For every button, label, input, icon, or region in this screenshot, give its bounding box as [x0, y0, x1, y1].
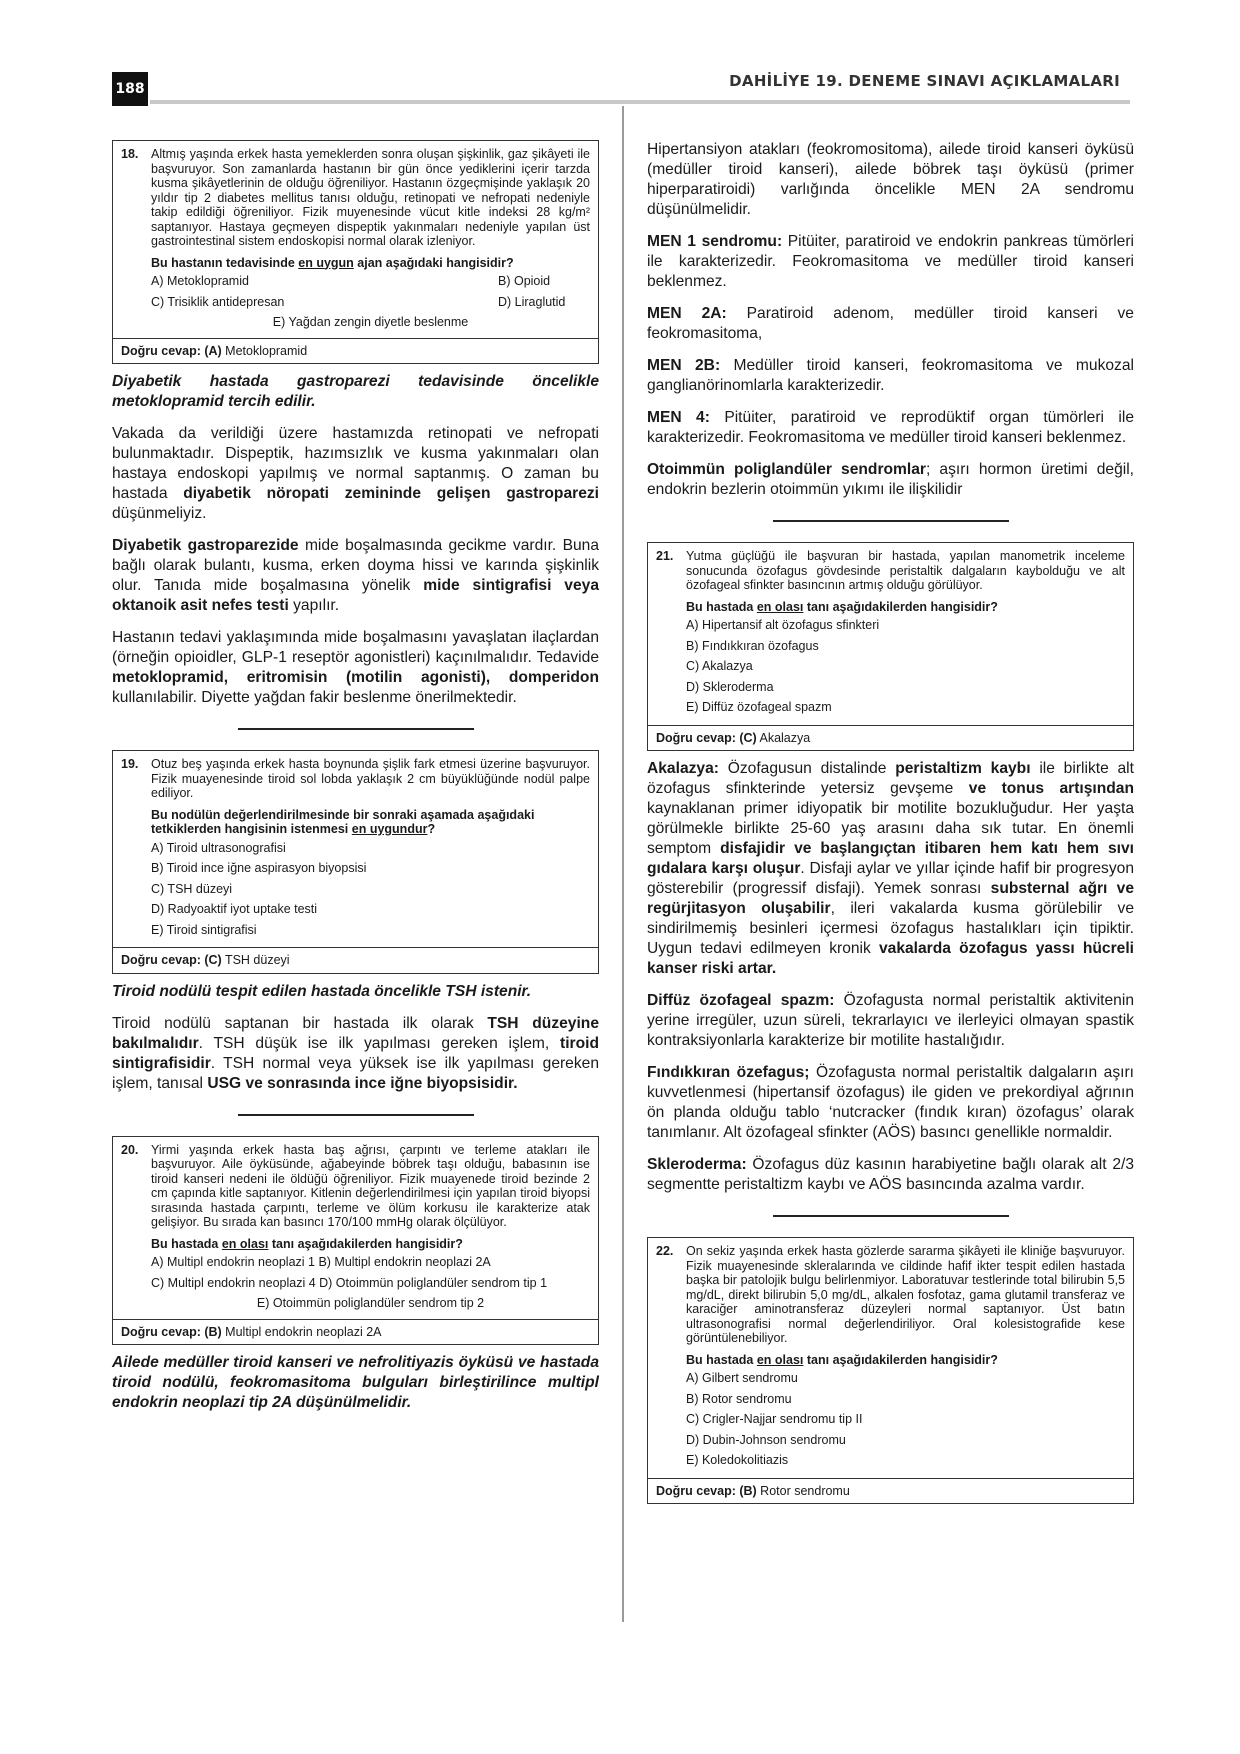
option-a-b: A) Multipl endokrin neoplazi 1 B) Multipl endokrin neoplazi 2A — [151, 1255, 491, 1269]
correct-answer: Doğru cevap: (A) Metoklopramid — [113, 338, 598, 364]
explanation-paragraph: Hipertansiyon atakları (feokromositoma), ailede tiroid kanseri öyküsü (medüller tiroid kanseri), ailede böbrek taşı öyküsü (primer hiperparatiroidi) varlığında öncelikle MEN 2A sendromu düşünülmelidir. — [647, 141, 1134, 218]
option-e: E) Tiroid sintigrafisi — [151, 922, 257, 937]
option-b: B) Opioid — [498, 274, 551, 288]
correct-answer: Doğru cevap: (B) Multipl endokrin neoplazi 2A — [113, 1319, 598, 1345]
question-prompt: Bu hastada en olası tanı aşağıdakilerden hangisidir? — [686, 1352, 998, 1367]
correct-answer: Doğru cevap: (B) Rotor sendromu — [648, 1478, 1133, 1504]
explanation-paragraph: Diyabetik gastroparezide mide boşalmasında gecikme vardır. Buna bağlı olarak bulantı, kusma, erken doyma hissi ve karında şişkinlik olur. Tanıda mide boşalmasına yönelik mide sintigrafisi veya oktanoik asit nefes testi yapılır. — [112, 537, 600, 614]
header-rule — [150, 100, 1130, 104]
section-separator — [773, 1215, 1009, 1217]
question-number: 21. — [656, 549, 674, 563]
column-divider — [622, 106, 624, 1622]
page-title: DAHİLİYE 19. DENEME SINAVI AÇIKLAMALARI — [729, 72, 1120, 90]
option-e: E) Otoimmün poliglandüler sendrom tip 2 — [256, 1296, 485, 1310]
right-column — [647, 140, 1134, 1512]
option-e: E) Koledokolitiazis — [686, 1453, 789, 1467]
option-c-d: C) Multipl endokrin neoplazi 4 D) Otoimmün poliglandüler sendrom tip 1 — [151, 1275, 548, 1290]
question-prompt: Bu hastada en olası tanı aşağıdakilerden hangisidir? — [151, 1236, 463, 1251]
men4-paragraph: MEN 4: Pitüiter, paratiroid ve reprodüktif organ tümörleri ile karakterizedir. Feokromasitoma ve medüller tiroid kanseri beklenmez. — [647, 409, 1134, 446]
answer-options — [151, 274, 590, 330]
option-b: B) Tiroid ince iğne aspirasyon biyopsisi — [151, 861, 367, 875]
question-stem: Altmış yaşında erkek hasta yemeklerden sonra oluşan şişkinlik, gaz şikâyeti ile başvuruyor. Son zamanlarda hastanın bir gün önce yediklerini içerir tarzda kusma şikâyetlerinin de olduğu öğreniliyor. Hastanın özgeçmişinde yaklaşık 20 yıldır tip 2 diabetes mellitus tanısı olduğu, retinopati ve nefropati nedeniyle takip edildiği öğreniliyor. Fizik muyenesinde vücut kitle indeksi 28 kg/m² saptanıyor. Hastaya geçmeyen dispeptik yakınmaları nedeniyle yapılan üst gastrointestinal sistem endoskopisi normal olarak izleniyor. — [151, 147, 590, 248]
question-prompt: Bu nodülün değerlendirilmesinde bir sonraki aşamada aşağıdaki tetkiklerden hangisinin istenmesi en uygundur? — [151, 807, 535, 836]
answer-options — [151, 841, 590, 938]
section-separator — [773, 520, 1009, 522]
option-a: A) Hipertansif alt özofagus sfinkteri — [686, 618, 880, 632]
question-box-20 — [112, 1136, 599, 1346]
left-column — [112, 140, 599, 1425]
option-e: E) Diffüz özofageal spazm — [686, 700, 832, 714]
question-stem: Otuz beş yaşında erkek hasta boynunda şişlik fark etmesi üzerine başvuruyor. Fizik muayenesinde tiroid sol lobda yaklaşık 2 cm büyüklüğünde nodül palpe ediliyor. — [151, 757, 590, 800]
option-c: C) TSH düzeyi — [151, 881, 233, 896]
men2b-paragraph: MEN 2B: Medüller tiroid kanseri, feokromasitoma ve mukozal ganglianörinomlarla karakterizedir. — [647, 357, 1134, 394]
explanation-paragraph: Tiroid nodülü saptanan bir hastada ilk olarak TSH düzeyine bakılmalıdır. TSH düşük ise ilk yapılması gereken işlem, tiroid sintigrafisidir. TSH normal veya yüksek ise ilk yapılması gereken işlem, tanısal USG ve sonrasında ince iğne biyopsisidir. — [112, 1014, 599, 1092]
correct-answer: Doğru cevap: (C) Akalazya — [648, 725, 1133, 751]
skleroderma-paragraph: Skleroderma: Özofagus düz kasının harabiyetine bağlı olarak alt 2/3 segmentte peristaltizm kaybı ve AÖS basıncında azalma vardır. — [647, 1156, 1134, 1193]
explanation-paragraph: Hastanın tedavi yaklaşımında mide boşalmasını yavaşlatan ilaçlardan (örneğin opioidler, GLP-1 reseptör agonistleri) kaçınılmalıdır. Tedavide metoklopramid, eritromisin (motilin agonisti), domperidon kullanılabilir. Diyette yağdan fakir beslenme önerilmektedir. — [112, 629, 599, 706]
nutcracker-paragraph: Fındıkkıran özefagus; Özofagusta normal peristaltik dalgaların aşırı kuvvetlenmesi (hipertansif özofagus) ile giden ve prekordiyal ağrının ön planda olduğu tablo ‘nutcracker (fındık kıran) özofagus’ olarak tanımlanır. Alt özofageal sfinkter (AÖS) basıncı genellikle normaldir. — [647, 1064, 1134, 1141]
question-stem: On sekiz yaşında erkek hasta gözlerde sararma şikâyeti ile kliniğe başvuruyor. Fizik muayenesinde skleralarında ve cildinde hafif ikter tespit edilen hastada başka bir patolojik bulgu belirlenmiyor. Laboratuvar testlerinde total bilirubin 5,5 mg/dL, direkt bilirubin 5,0 mg/dL, alkalen fosfotaz, gama glutamil transferaz ve karaciğer aminotransferaz düzeyleri normal saptanıyor. Üst batın ultrasonografisi normal değerlendiriliyor. Oral kolesistografide kese görüntülenebiliyor. — [686, 1244, 1125, 1345]
explanation-paragraph: Vakada da verildiği üzere hastamızda retinopati ve nefropati bulunmaktadır. Dispeptik, hazımsızlık ve kusma yakınmaları olan hastaya endoskopi yapılmış ve normal saptanmış. O zaman bu hastada diyabetik nöropati zemininde gelişen gastroparezi düşünmeliyiz. — [112, 425, 599, 522]
page-number: 188 — [112, 72, 148, 106]
summary-19: Tiroid nodülü tespit edilen hastada öncelikle TSH istenir. — [112, 982, 532, 1000]
answer-options — [151, 1255, 590, 1311]
option-b: B) Rotor sendromu — [686, 1391, 792, 1406]
summary-18: Diyabetik hastada gastroparezi tedavisinde öncelikle metoklopramid tercih edilir. — [112, 373, 599, 410]
option-d: D) Dubin-Johnson sendromu — [686, 1432, 846, 1447]
answer-options — [686, 1371, 1125, 1468]
question-prompt: Bu hastanın tedavisinde en uygun ajan aşağıdaki hangisidir? — [151, 255, 514, 270]
answer-options — [686, 618, 1125, 715]
section-separator — [238, 728, 474, 730]
des-paragraph: Diffüz özofageal spazm: Özofagusta normal peristaltik aktivitenin yerine irregüler, uzun süreli, tekrarlayıcı ve ilerleyici olmayan spastik kontraksiyonlarla karakterize bir motilite hastalığıdır. — [647, 992, 1134, 1049]
question-number: 20. — [121, 1142, 139, 1157]
option-a: A) Tiroid ultrasonografisi — [151, 840, 286, 855]
question-number: 18. — [121, 147, 139, 161]
question-box-19 — [112, 750, 599, 974]
option-a: A) Gilbert sendromu — [686, 1371, 798, 1385]
men1-paragraph: MEN 1 sendromu: Pitüiter, paratiroid ve endokrin pankreas tümörleri ile karakterizedir. Feokromasitoma ve medüller tiroid kanseri beklenmez. — [647, 233, 1134, 290]
aps-paragraph: Otoimmün poliglandüler sendromlar; aşırı hormon üretimi değil, endokrin bezlerin otoimmün yıkımı ile ilişkilidir — [647, 461, 1135, 498]
question-box-22 — [647, 1237, 1134, 1504]
option-d: D) Skleroderma — [686, 679, 774, 694]
akalazya-paragraph: Akalazya: Özofagusun distalinde peristaltizm kaybı ile birlikte alt özofagus sfinkterinde yetersiz gevşeme ve tonus artışından kaynaklanan primer idiyopatik bir motilite bozukluğudur. Her yaşta görülmekle birlikte 25-60 yaş arasını daha sık tutar. En önemli semptom disfajidir ve başlangıçtan itibaren hem katı hem sıvı gıdalara karşı oluşur. Disfaji aylar ve yıllar içinde hafif bir progresyon gösterebilir (progressif disfaji). Yemek sonrası substernal ağrı ve regürjitasyon oluşabilir, ileri vakalarda kusma görülebilir ve sindirilmemiş besinleri içermesi özofagus hastalıkları için tipiktir. Uygun tedavi edilmeyen kronik vakalarda özofagus yassı hücreli kanser riski artar. — [647, 760, 1135, 977]
option-d: D) Radyoaktif iyot uptake testi — [151, 902, 318, 916]
men2a-paragraph: MEN 2A: Paratiroid adenom, medüller tiroid kanseri ve feokromasitoma, — [647, 305, 1134, 342]
option-d: D) Liraglutid — [498, 294, 566, 309]
option-c: C) Trisiklik antidepresan — [151, 294, 285, 309]
question-box-18 — [112, 140, 599, 364]
summary-20: Ailede medüller tiroid kanseri ve nefrolitiyazis öyküsü ve hastada tiroid nodülü, feokromasitoma bulguları birleştirilince multipl endokrin neoplazi tip 2A düşünülmelidir. — [112, 1354, 599, 1411]
question-stem: Yirmi yaşında erkek hasta baş ağrısı, çarpıntı ve terleme atakları ile başvuruyor. Aile öyküsünde, ağabeyinde böbrek taşı olduğu, babasının ise tiroid kanseri nedeni ile öldüğü öğreniliyor. Fizik muayenede tiroid bezinde 2 cm çapında kitle saptanıyor. Kitlenin değerlendirilmesi için yapılan tiroid biyopsi sırasında hastada çarpıntı, terleme ve ölüm korkusu ile karakterize atak gelişiyor. Bu sırada kan basıncı 170/100 mmHg olarak ölçülüyor. — [151, 1142, 590, 1229]
question-number: 22. — [656, 1244, 674, 1258]
question-box-21 — [647, 542, 1134, 751]
correct-answer: Doğru cevap: (C) TSH düzeyi — [113, 947, 598, 973]
option-e: E) Yağdan zengin diyetle beslenme — [272, 315, 469, 329]
option-b: B) Fındıkkıran özofagus — [686, 638, 819, 653]
option-c: C) Akalazya — [686, 659, 753, 673]
question-stem: Yutma güçlüğü ile başvuran bir hastada, yapılan manometrik inceleme sonucunda özofagus gövdesinde peristaltik dalgaların kaybolduğu ve alt özofageal sfinkter basıncının artmış olduğu görülüyor. — [686, 549, 1125, 592]
option-a: A) Metoklopramid — [151, 274, 249, 288]
question-prompt: Bu hastada en olası tanı aşağıdakilerden hangisidir? — [686, 599, 998, 614]
question-number: 19. — [121, 757, 139, 771]
section-separator — [238, 1114, 474, 1116]
option-c: C) Crigler-Najjar sendromu tip II — [686, 1412, 863, 1426]
